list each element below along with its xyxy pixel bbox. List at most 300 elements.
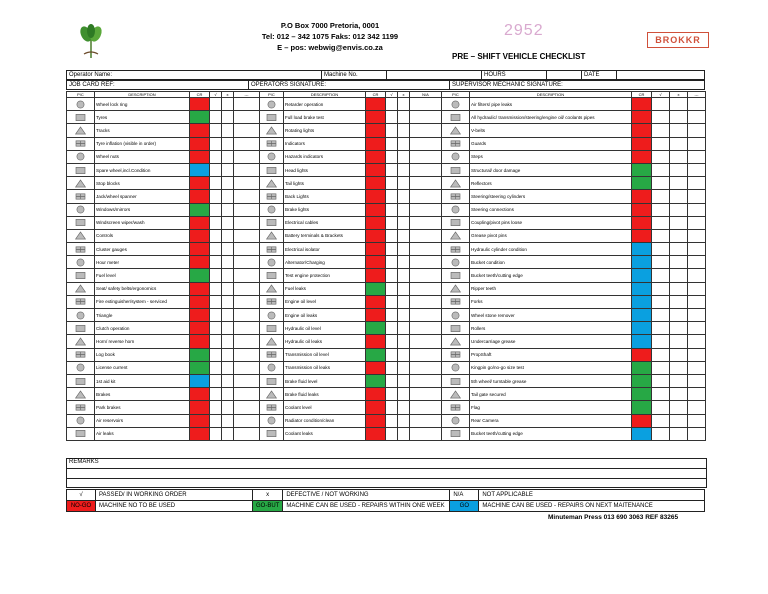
check-cross-cell[interactable] [222,309,234,322]
check-cross-cell[interactable] [222,295,234,308]
check-tick-cell[interactable] [652,256,670,269]
check-cross-cell[interactable] [398,282,410,295]
check-cross-cell[interactable] [222,137,234,150]
check-cross-cell[interactable] [222,243,234,256]
check-cross-cell[interactable] [670,124,688,137]
check-cross-cell[interactable] [398,229,410,242]
check-cross-cell[interactable] [670,295,688,308]
check-tick-cell[interactable] [210,177,222,190]
check-cross-cell[interactable] [398,348,410,361]
check-cross-cell[interactable] [670,361,688,374]
item-pictogram-icon [265,350,278,359]
check-na-cell[interactable] [688,243,706,256]
check-na-cell[interactable] [410,256,442,269]
check-tick-cell[interactable] [652,361,670,374]
check-cross-cell[interactable] [222,427,234,440]
pictogram-cell [260,269,284,282]
item-description: Bucket teeth/cutting edge [470,427,632,440]
check-cross-cell[interactable] [222,282,234,295]
check-cross-cell[interactable] [398,111,410,124]
criticality-red [190,388,210,401]
check-na-cell[interactable] [688,309,706,322]
check-cross-cell[interactable] [398,374,410,387]
check-cross-cell[interactable] [222,256,234,269]
check-na-cell[interactable] [688,177,706,190]
hours-field[interactable] [547,71,582,80]
check-na-cell[interactable] [410,203,442,216]
date-field[interactable] [617,71,705,80]
check-tick-cell[interactable] [386,401,398,414]
check-tick-cell[interactable] [386,414,398,427]
check-na-cell[interactable] [234,256,260,269]
check-tick-cell[interactable] [210,282,222,295]
check-cross-cell[interactable] [222,216,234,229]
check-cross-cell[interactable] [670,150,688,163]
check-cross-cell[interactable] [222,414,234,427]
check-cross-cell[interactable] [398,190,410,203]
check-tick-cell[interactable] [652,150,670,163]
check-na-cell[interactable] [234,177,260,190]
check-na-cell[interactable] [234,374,260,387]
check-tick-cell[interactable] [652,295,670,308]
check-na-cell[interactable] [234,388,260,401]
check-tick-cell[interactable] [210,414,222,427]
check-na-cell[interactable] [688,388,706,401]
check-cross-cell[interactable] [398,203,410,216]
check-na-cell[interactable] [688,401,706,414]
check-na-cell[interactable] [234,282,260,295]
check-cross-cell[interactable] [398,269,410,282]
remarks-line[interactable] [67,469,706,479]
legend-nogo-swatch: NO-GO [67,501,96,512]
check-na-cell[interactable] [234,295,260,308]
check-tick-cell[interactable] [652,137,670,150]
criticality-red [366,111,386,124]
check-na-cell[interactable] [234,137,260,150]
check-tick-cell[interactable] [210,150,222,163]
check-cross-cell[interactable] [398,124,410,137]
criticality-red [632,229,652,242]
check-na-cell[interactable] [234,163,260,176]
item-description: Stop blocks [95,177,190,190]
check-cross-cell[interactable] [398,216,410,229]
check-na-cell[interactable] [688,150,706,163]
pictogram-cell [442,256,470,269]
job-card-field[interactable] [67,81,249,90]
check-tick-cell[interactable] [652,269,670,282]
check-tick-cell[interactable] [386,335,398,348]
check-cross-cell[interactable] [222,322,234,335]
legend-cross: x [253,490,283,501]
check-tick-cell[interactable] [386,229,398,242]
check-na-cell[interactable] [234,348,260,361]
item-pictogram-icon [74,179,87,188]
item-description: Wheel stone remover [470,309,632,322]
check-na-cell[interactable] [234,322,260,335]
pictogram-cell [260,216,284,229]
machine-no-field[interactable] [387,71,482,80]
check-cross-cell[interactable] [398,150,410,163]
criticality-red [190,124,210,137]
checklist-row [442,295,706,308]
check-tick-cell[interactable] [652,282,670,295]
check-tick-cell[interactable] [652,98,670,111]
check-na-cell[interactable] [688,427,706,440]
check-tick-cell[interactable] [210,427,222,440]
check-cross-cell[interactable] [222,163,234,176]
check-tick-cell[interactable] [652,388,670,401]
check-cross-cell[interactable] [222,335,234,348]
checklist-row [67,414,260,427]
check-tick-cell[interactable] [210,203,222,216]
check-tick-cell[interactable] [652,177,670,190]
check-tick-cell[interactable] [652,163,670,176]
check-cross-cell[interactable] [398,335,410,348]
check-tick-cell[interactable] [210,361,222,374]
check-tick-cell[interactable] [386,388,398,401]
check-tick-cell[interactable] [652,335,670,348]
check-tick-cell[interactable] [652,124,670,137]
item-description: Steps [470,150,632,163]
check-na-cell[interactable] [410,98,442,111]
check-cross-cell[interactable] [222,98,234,111]
check-cross-cell[interactable] [670,335,688,348]
check-tick-cell[interactable] [210,98,222,111]
check-na-cell[interactable] [688,414,706,427]
check-tick-cell[interactable] [652,427,670,440]
check-na-cell[interactable] [410,269,442,282]
check-cross-cell[interactable] [398,309,410,322]
check-cross-cell[interactable] [222,203,234,216]
check-na-cell[interactable] [234,401,260,414]
check-tick-cell[interactable] [210,401,222,414]
col-header-na: N/A [410,92,442,98]
remarks-box[interactable] [66,458,707,488]
check-tick-cell[interactable] [386,374,398,387]
criticality-red [366,414,386,427]
check-tick-cell[interactable] [210,124,222,137]
check-na-cell[interactable] [234,229,260,242]
check-na-cell[interactable] [688,295,706,308]
check-na-cell[interactable] [410,335,442,348]
check-cross-cell[interactable] [670,322,688,335]
check-tick-cell[interactable] [386,309,398,322]
item-pictogram-icon [74,166,87,175]
pictogram-cell [67,111,95,124]
check-tick-cell[interactable] [652,243,670,256]
check-tick-cell[interactable] [386,111,398,124]
check-na-cell[interactable] [688,163,706,176]
check-tick-cell[interactable] [386,295,398,308]
item-pictogram-icon [449,377,462,386]
check-na-cell[interactable] [688,98,706,111]
check-na-cell[interactable] [234,243,260,256]
check-na-cell[interactable] [688,203,706,216]
check-cross-cell[interactable] [670,243,688,256]
check-cross-cell[interactable] [670,414,688,427]
check-tick-cell[interactable] [386,256,398,269]
check-cross-cell[interactable] [222,229,234,242]
check-na-cell[interactable] [410,309,442,322]
criticality-red [366,216,386,229]
check-na-cell[interactable] [410,190,442,203]
checklist-row [260,229,442,242]
check-cross-cell[interactable] [670,137,688,150]
check-na-cell[interactable] [234,111,260,124]
check-cross-cell[interactable] [222,111,234,124]
check-tick-cell[interactable] [210,229,222,242]
checklist-row [67,388,260,401]
check-na-cell[interactable] [688,361,706,374]
check-tick-cell[interactable] [386,269,398,282]
check-tick-cell[interactable] [210,348,222,361]
check-tick-cell[interactable] [652,414,670,427]
check-cross-cell[interactable] [398,98,410,111]
check-na-cell[interactable] [410,150,442,163]
check-tick-cell[interactable] [386,163,398,176]
check-cross-cell[interactable] [222,374,234,387]
check-na-cell[interactable] [234,216,260,229]
check-na-cell[interactable] [688,111,706,124]
check-na-cell[interactable] [688,124,706,137]
check-na-cell[interactable] [234,190,260,203]
check-cross-cell[interactable] [670,229,688,242]
check-cross-cell[interactable] [222,361,234,374]
criticality-red [190,243,210,256]
check-cross-cell[interactable] [398,427,410,440]
check-cross-cell[interactable] [670,309,688,322]
check-tick-cell[interactable] [652,229,670,242]
check-tick-cell[interactable] [210,388,222,401]
check-cross-cell[interactable] [398,388,410,401]
check-na-cell[interactable] [410,427,442,440]
item-description: Coolant leaks [284,427,366,440]
check-tick-cell[interactable] [386,98,398,111]
item-description: Back Lights [284,190,366,203]
check-cross-cell[interactable] [670,269,688,282]
check-cross-cell[interactable] [398,295,410,308]
check-tick-cell[interactable] [386,177,398,190]
pictogram-cell [67,401,95,414]
check-na-cell[interactable] [410,388,442,401]
check-tick-cell[interactable] [386,203,398,216]
check-tick-cell[interactable] [210,374,222,387]
check-cross-cell[interactable] [398,322,410,335]
check-tick-cell[interactable] [386,216,398,229]
item-pictogram-icon [449,166,462,175]
check-tick-cell[interactable] [652,111,670,124]
check-cross-cell[interactable] [398,361,410,374]
pictogram-cell [442,229,470,242]
check-tick-cell[interactable] [386,322,398,335]
check-tick-cell[interactable] [210,111,222,124]
check-tick-cell[interactable] [652,401,670,414]
check-cross-cell[interactable] [670,111,688,124]
operator-signature-field[interactable] [249,81,450,90]
checklist-row [67,348,260,361]
check-cross-cell[interactable] [222,269,234,282]
check-tick-cell[interactable] [386,124,398,137]
check-cross-cell[interactable] [398,243,410,256]
check-na-cell[interactable] [234,98,260,111]
check-cross-cell[interactable] [670,282,688,295]
check-na-cell[interactable] [410,282,442,295]
supervisor-signature-field[interactable] [450,81,705,90]
check-na-cell[interactable] [410,124,442,137]
check-na-cell[interactable] [410,216,442,229]
check-cross-cell[interactable] [222,388,234,401]
criticality-blue [632,295,652,308]
check-na-cell[interactable] [410,401,442,414]
check-cross-cell[interactable] [670,388,688,401]
check-na-cell[interactable] [410,414,442,427]
check-cross-cell[interactable] [670,374,688,387]
check-tick-cell[interactable] [652,190,670,203]
check-tick-cell[interactable] [652,348,670,361]
check-cross-cell[interactable] [670,177,688,190]
check-tick-cell[interactable] [386,282,398,295]
pictogram-cell [67,243,95,256]
check-na-cell[interactable] [410,295,442,308]
checklist-row [67,111,260,124]
check-cross-cell[interactable] [670,203,688,216]
check-na-cell[interactable] [410,243,442,256]
check-na-cell[interactable] [410,361,442,374]
check-cross-cell[interactable] [398,401,410,414]
check-tick-cell[interactable] [386,150,398,163]
check-cross-cell[interactable] [670,427,688,440]
check-na-cell[interactable] [688,348,706,361]
check-cross-cell[interactable] [670,190,688,203]
col-header-cross: x [222,92,234,98]
check-na-cell[interactable] [410,177,442,190]
check-na-cell[interactable] [410,322,442,335]
check-tick-cell[interactable] [652,203,670,216]
check-na-cell[interactable] [688,256,706,269]
check-na-cell[interactable] [234,414,260,427]
check-cross-cell[interactable] [222,177,234,190]
check-na-cell[interactable] [410,137,442,150]
check-na-cell[interactable] [234,150,260,163]
check-cross-cell[interactable] [670,216,688,229]
check-tick-cell[interactable] [210,163,222,176]
check-na-cell[interactable] [234,309,260,322]
check-cross-cell[interactable] [398,137,410,150]
check-tick-cell[interactable] [210,137,222,150]
check-cross-cell[interactable] [222,401,234,414]
check-cross-cell[interactable] [670,98,688,111]
check-cross-cell[interactable] [222,124,234,137]
check-tick-cell[interactable] [210,190,222,203]
checklist-column-2 [259,91,442,441]
pictogram-cell [67,427,95,440]
criticality-red [632,348,652,361]
check-tick-cell[interactable] [210,216,222,229]
item-pictogram-icon [74,350,87,359]
checklist-row [442,335,706,348]
legend-go-desc: MACHINE CAN BE USED - REPAIRS ON NEXT MAITENANCE [479,501,705,512]
pictogram-cell [260,137,284,150]
check-tick-cell[interactable] [386,361,398,374]
check-tick-cell[interactable] [652,309,670,322]
check-tick-cell[interactable] [210,269,222,282]
check-na-cell[interactable] [410,163,442,176]
item-pictogram-icon [265,403,278,412]
check-cross-cell[interactable] [670,256,688,269]
address-line-3: E – pos: webwig@envis.co.za [277,43,383,52]
criticality-green [366,282,386,295]
check-na-cell[interactable] [688,282,706,295]
check-cross-cell[interactable] [398,256,410,269]
check-na-cell[interactable] [688,335,706,348]
check-tick-cell[interactable] [386,348,398,361]
check-na-cell[interactable] [410,111,442,124]
item-description: Electrical cables [284,216,366,229]
check-cross-cell[interactable] [670,348,688,361]
item-description: Wheel nuts [95,150,190,163]
check-na-cell[interactable] [688,374,706,387]
check-na-cell[interactable] [688,137,706,150]
item-description: Tyres [95,111,190,124]
operator-name-field[interactable] [67,71,322,80]
criticality-red [190,295,210,308]
check-na-cell[interactable] [410,348,442,361]
criticality-blue [632,269,652,282]
check-na-cell[interactable] [688,190,706,203]
check-na-cell[interactable] [234,427,260,440]
pictogram-cell [67,203,95,216]
check-tick-cell[interactable] [210,256,222,269]
check-cross-cell[interactable] [222,348,234,361]
criticality-red [366,309,386,322]
check-na-cell[interactable] [688,322,706,335]
check-tick-cell[interactable] [386,427,398,440]
check-tick-cell[interactable] [210,295,222,308]
check-na-cell[interactable] [410,374,442,387]
check-tick-cell[interactable] [652,374,670,387]
check-na-cell[interactable] [410,229,442,242]
check-cross-cell[interactable] [222,190,234,203]
pictogram-cell [67,229,95,242]
check-na-cell[interactable] [234,335,260,348]
check-cross-cell[interactable] [398,177,410,190]
check-na-cell[interactable] [688,229,706,242]
check-cross-cell[interactable] [670,401,688,414]
check-tick-cell[interactable] [386,243,398,256]
check-tick-cell[interactable] [210,322,222,335]
check-na-cell[interactable] [234,124,260,137]
check-cross-cell[interactable] [670,163,688,176]
check-cross-cell[interactable] [222,150,234,163]
pictogram-cell [442,150,470,163]
item-pictogram-icon [265,100,278,109]
check-tick-cell[interactable] [210,335,222,348]
check-cross-cell[interactable] [398,414,410,427]
check-tick-cell[interactable] [386,137,398,150]
check-na-cell[interactable] [688,216,706,229]
check-cross-cell[interactable] [398,163,410,176]
check-na-cell[interactable] [234,361,260,374]
check-tick-cell[interactable] [386,190,398,203]
check-tick-cell[interactable] [210,309,222,322]
check-na-cell[interactable] [234,203,260,216]
check-tick-cell[interactable] [210,243,222,256]
check-tick-cell[interactable] [652,322,670,335]
check-na-cell[interactable] [234,269,260,282]
check-na-cell[interactable] [688,269,706,282]
form-number: 2952 [504,22,544,39]
check-tick-cell[interactable] [652,216,670,229]
